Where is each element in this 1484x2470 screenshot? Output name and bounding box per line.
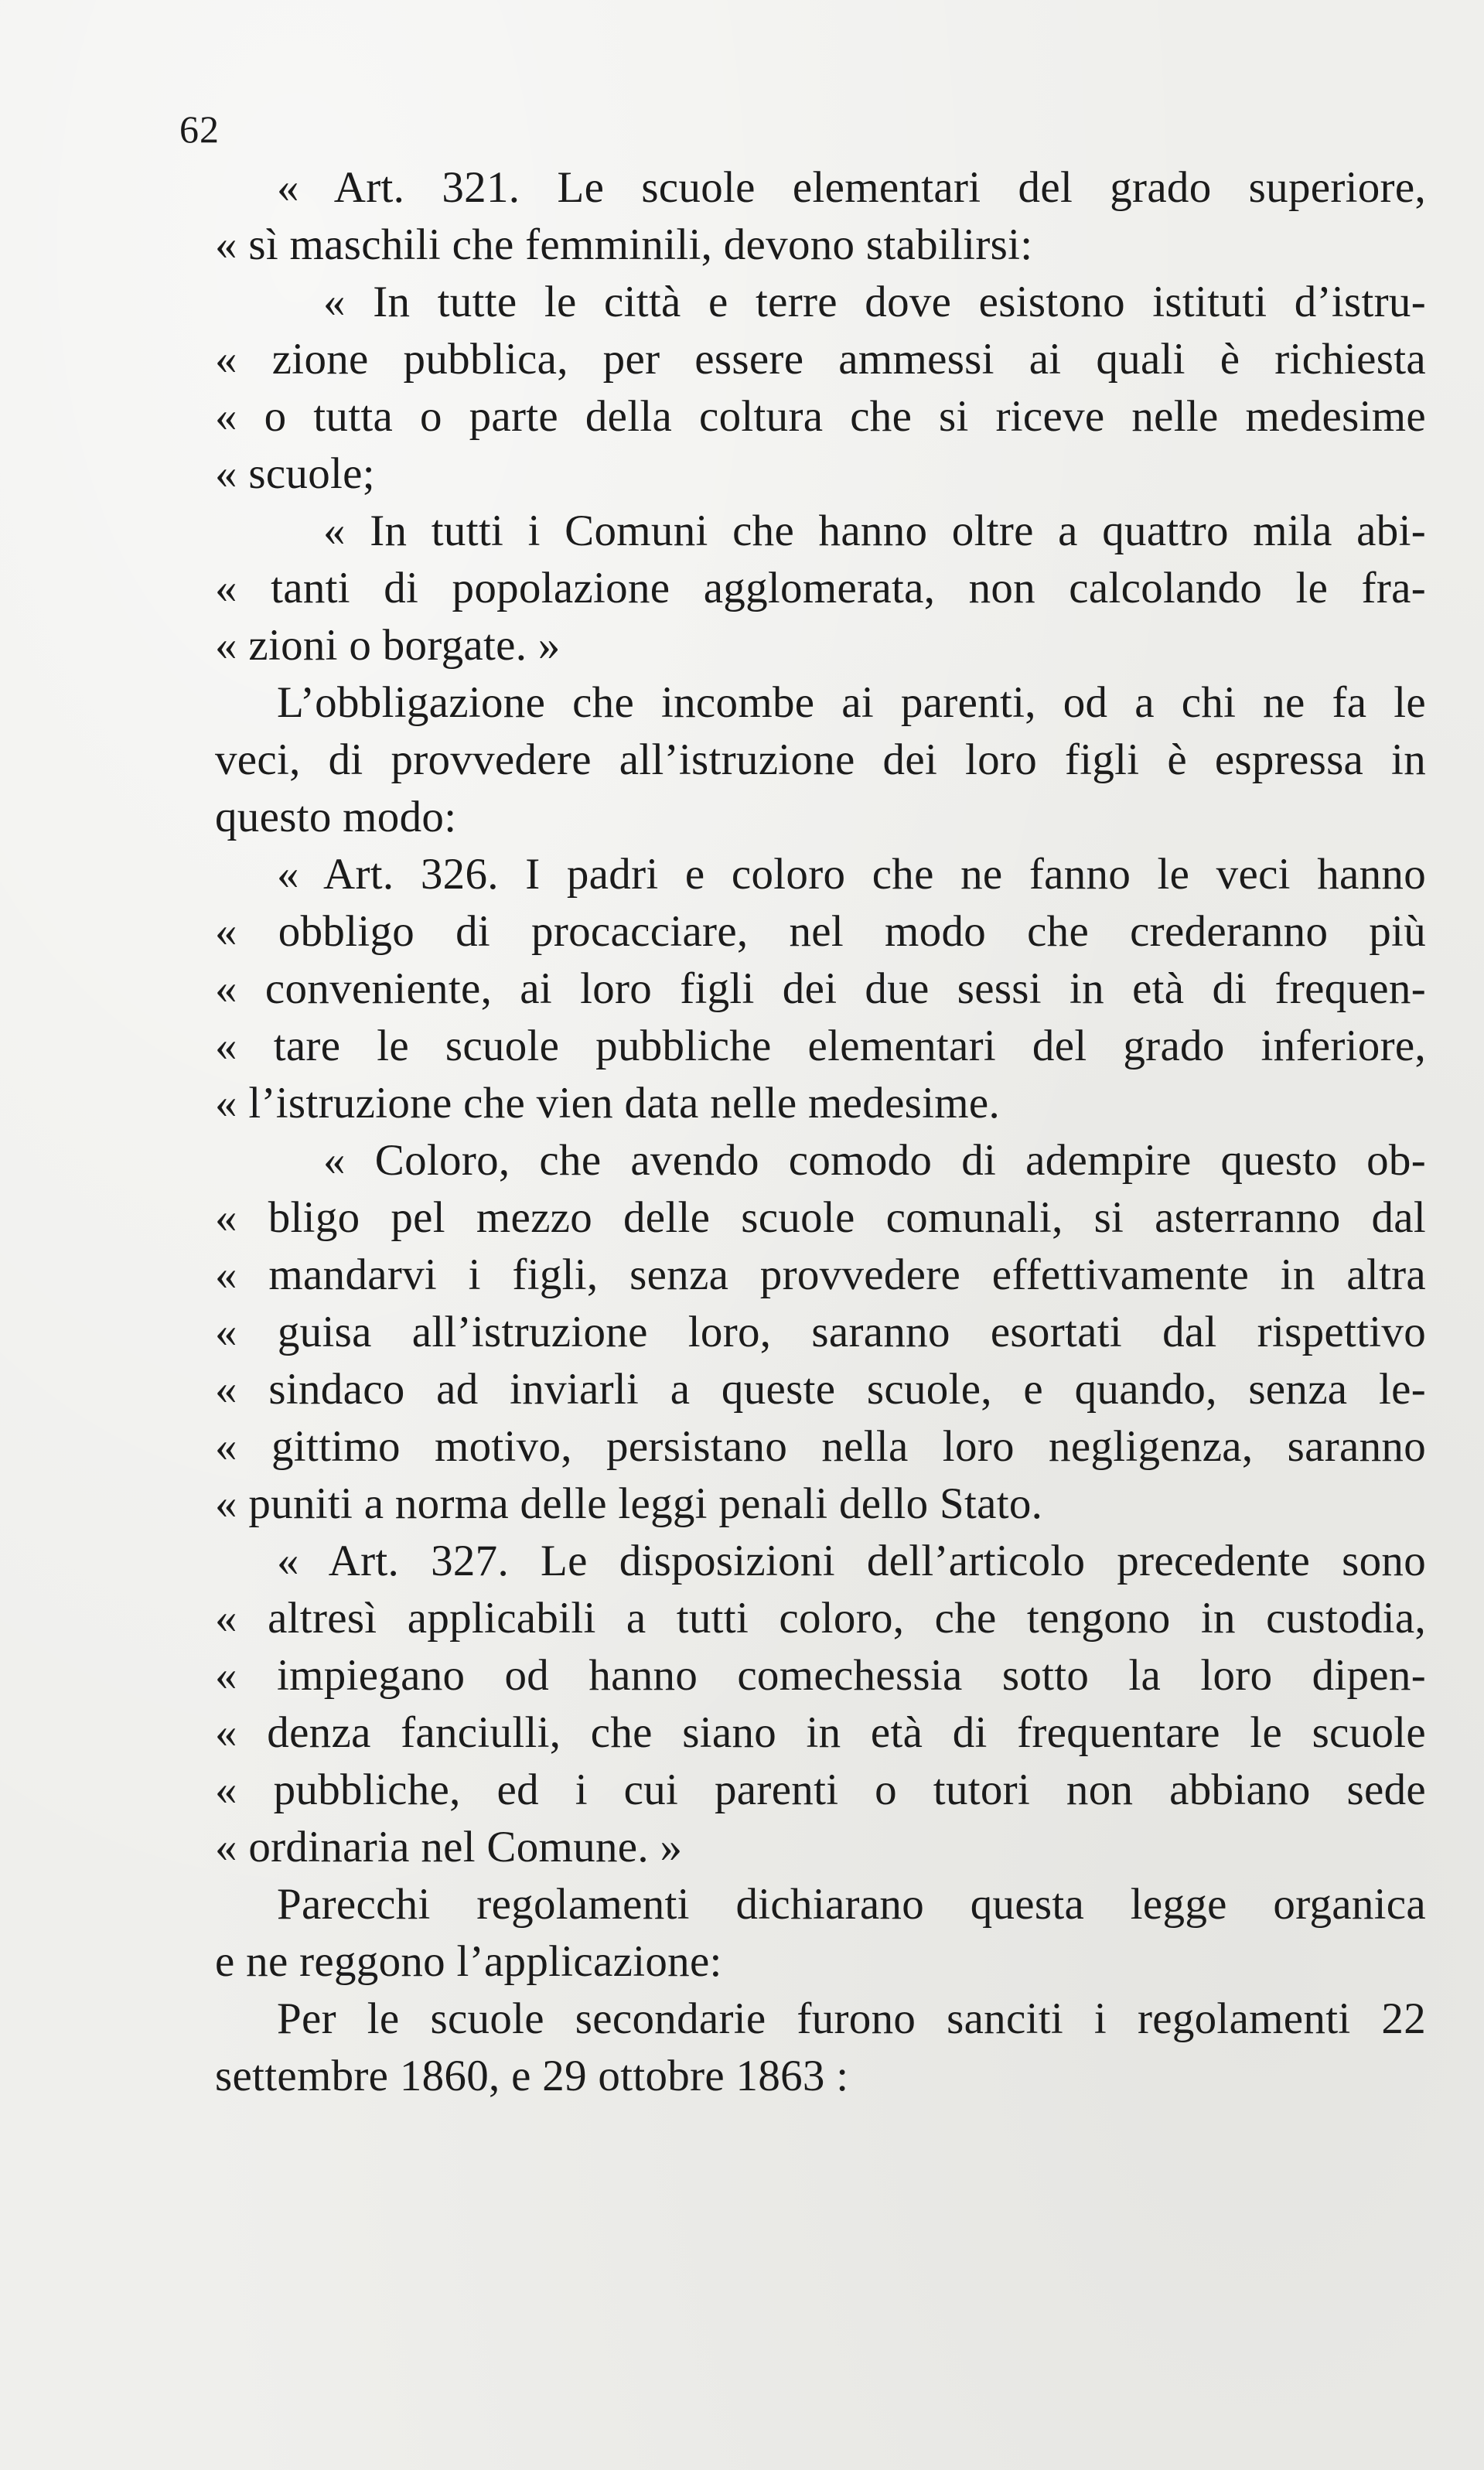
body-text xyxy=(215,159,1426,2105)
text-line: « o tutta o parte della coltura che si riceve nelle medesime xyxy=(215,392,1426,441)
text-line: Per le scuole secondarie furono sanciti i regolamenti 22 xyxy=(277,1994,1426,2043)
text-line: « l’istruzione che vien data nelle medesime. xyxy=(215,1079,1001,1128)
text-line: « scuole; xyxy=(215,449,375,498)
text-line: « ordinaria nel Comune. » xyxy=(215,1823,683,1871)
text-line: e ne reggono l’applicazione: xyxy=(215,1937,722,1986)
text-line: « Art. 321. Le scuole elementari del grado superiore, xyxy=(277,163,1426,212)
text-line: Parecchi regolamenti dichiarano questa legge organica xyxy=(277,1880,1426,1929)
text-line: « obbligo di procacciare, nel modo che crederanno più xyxy=(215,907,1426,956)
text-line: veci, di provvedere all’istruzione dei loro figli è espressa in xyxy=(215,735,1426,784)
text-line: « conveniente, ai loro figli dei due sessi in età di frequen- xyxy=(215,964,1426,1013)
text-line: « altresì applicabili a tutti coloro, che tengono in custodia, xyxy=(215,1594,1426,1643)
text-line: « bligo pel mezzo delle scuole comunali, si asterranno dal xyxy=(215,1193,1426,1242)
text-line: « In tutti i Comuni che hanno oltre a quattro mila abi- xyxy=(323,507,1426,555)
text-line: questo modo: xyxy=(215,793,457,841)
text-line: settembre 1860, e 29 ottobre 1863 : xyxy=(215,2052,849,2100)
text-line: « puniti a norma delle leggi penali dello Stato. xyxy=(215,1479,1043,1528)
text-line: « Art. 327. Le disposizioni dell’articolo precedente sono xyxy=(277,1537,1426,1585)
text-line: « In tutte le città e terre dove esistono istituti d’istru- xyxy=(323,278,1426,326)
text-line: « denza fanciulli, che siano in età di frequentare le scuole xyxy=(215,1708,1426,1757)
text-line: « zioni o borgate. » xyxy=(215,621,561,670)
text-line: « sindaco ad inviarli a queste scuole, e quando, senza le- xyxy=(215,1365,1426,1414)
text-line: « tanti di popolazione agglomerata, non calcolando le fra- xyxy=(215,564,1426,612)
text-line: L’obbligazione che incombe ai parenti, od a chi ne fa le xyxy=(277,678,1426,727)
text-line: « Art. 326. I padri e coloro che ne fanno le veci hanno xyxy=(277,850,1426,899)
text-line: « sì maschili che femminili, devono stabilirsi: xyxy=(215,220,1033,269)
text-line: « tare le scuole pubbliche elementari del grado inferiore, xyxy=(215,1022,1426,1070)
page-number: 62 xyxy=(179,107,220,151)
text-line: « zione pubblica, per essere ammessi ai quali è richiesta xyxy=(215,335,1426,384)
text-line: « gittimo motivo, persistano nella loro negligenza, saranno xyxy=(215,1422,1426,1471)
text-line: « Coloro, che avendo comodo di adempire questo ob- xyxy=(323,1136,1426,1185)
text-line: « impiegano od hanno comechessia sotto la loro dipen- xyxy=(215,1651,1426,1700)
text-line: « pubbliche, ed i cui parenti o tutori non abbiano sede xyxy=(215,1766,1426,1814)
text-line: « guisa all’istruzione loro, saranno esortati dal rispettivo xyxy=(215,1308,1426,1356)
text-line: « mandarvi i figli, senza provvedere effettivamente in altra xyxy=(215,1250,1426,1299)
